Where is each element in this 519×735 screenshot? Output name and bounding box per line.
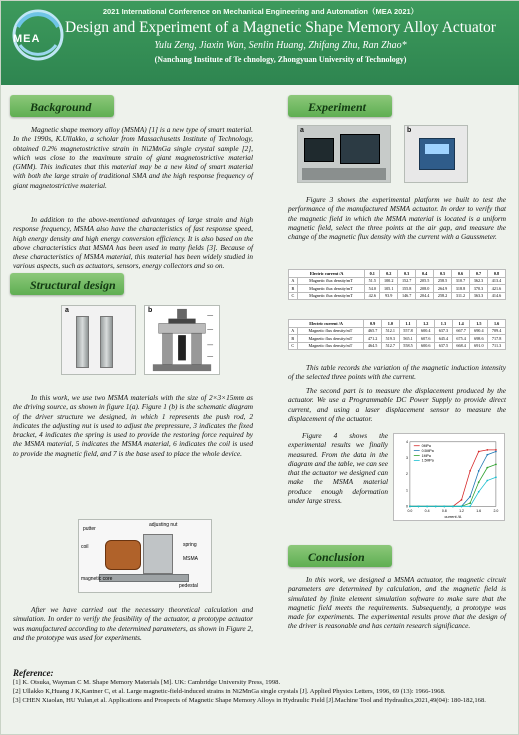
table-header-row [289, 320, 506, 328]
table-cell: 519.3 [381, 335, 399, 343]
table-cell: Magnetic flux density/mT [297, 327, 364, 335]
data-point [486, 454, 488, 456]
table-header-cell: 1.0 [381, 320, 399, 328]
table-cell: 155.8 [398, 285, 416, 293]
table-header-cell: 1.4 [452, 320, 470, 328]
table-cell: 93.9 [380, 292, 398, 300]
table-header-cell: 0.5 [434, 270, 452, 278]
table-cell: 709.4 [488, 327, 506, 335]
data-point [461, 499, 463, 501]
table-cell: 557.8 [399, 327, 417, 335]
data-point [495, 449, 497, 451]
callout-msma: MSMA [183, 556, 198, 562]
table-cell: 471.2 [364, 335, 382, 343]
data-point [461, 505, 463, 507]
references-title: Reference: [13, 668, 54, 678]
y-tick-label: 0 [406, 504, 408, 509]
table-cell: 600.4 [417, 327, 435, 335]
data-point [418, 505, 420, 507]
table-row [289, 292, 506, 300]
table-cell: 512.1 [381, 327, 399, 335]
x-tick-label: 0.0 [407, 509, 413, 514]
data-point [478, 451, 480, 453]
reference-item: [3] CHEN Xiaolan, HU Yulan,et al. Applications and Prospects of Magnetic Shape Memory Alloys in Hydraulic Field [J].Machine Tool and Hydraulics,2021,49(04): 180-182,168. [13, 697, 486, 704]
table-cell: 645.4 [435, 335, 453, 343]
callout-spring: spring [183, 542, 197, 548]
table-header-cell: 1.6 [488, 320, 506, 328]
table-header-cell: 0.9 [364, 320, 382, 328]
reference-item: [1] K. Otsuka, Wayman C M. Shape Memory Materials [M]. UK: Cambridge University Press, 1998. [13, 679, 281, 686]
data-point [486, 449, 488, 451]
section-title-experiment: Experiment [288, 95, 392, 117]
table-header-cell: 1.1 [399, 320, 417, 328]
table-cell: 607.6 [417, 335, 435, 343]
table-cell: 100.2 [380, 277, 398, 285]
table-cell: C [289, 342, 298, 350]
table-cell: 363.3 [469, 292, 487, 300]
experiment-paragraph-4: Figure 4 shows the experimental results we finally measured. From the data in the diagram and the table, we can see that the actuator we designed can make the MSMA material produce enough deformation under large stress. [288, 431, 388, 506]
structural-paragraph-1: In this work, we use two MSMA materials with the size of 2×3×15mm as the driving source, as shown in figure 1(a). Figure 1 (b) is the schematic diagram of the driver structure we designed, in which 1 represents the push rod, 2 indicates the adjusting nut is used to adjust the prepressure, 3 indicates the fixed bracket, 4 indicates the spring is used to provide the restoring force required by the MSMA material, 5 indicates the MSMA material, 6 indicates the coil is used to provide the magnetic field, and 7 is the base used to place the whole device. [13, 393, 253, 458]
table-cell: 54.0 [365, 285, 380, 293]
table-header-cell: 1.3 [435, 320, 453, 328]
table-cell: 258.5 [434, 277, 452, 285]
series-line [410, 477, 496, 506]
legend-entry: 0.5MPa [421, 448, 434, 453]
data-point [435, 505, 437, 507]
experiment-paragraph-3: The second part is to measure the displacement produced by the actuator. We use a Programmable DC Power Supply to provide direct current, and using a laser displacement sensor to measure the displacement of the actuator. [288, 386, 506, 423]
table-cell: 465.7 [364, 327, 382, 335]
background-paragraph-1: Magnetic shape memory alloy (MSMA) [1] is a new type of smart material. In the 1990s, K.Ullakko, a scholar from Massachusetts Institute of Technology, obtained 0.2% magnetostrictive strain in Ni2MnGa single crystal sample [2], which was close to the maximum strain of giant magnetostrictive material (GMM). This indicates that this material may be a new kind of smart material with both the large strain of traditional SMA and the high response frequency of giant magnetostrictive material. [13, 125, 253, 190]
msma-samples-photo [61, 305, 136, 375]
flux-table-part-1 [288, 269, 506, 300]
table-cell: 637.5 [435, 342, 453, 350]
conclusion-paragraph: In this work, we designed a MSMA actuator, the magnetic circuit parameters are determined by calculation, and the magnetic field is simulated by finite element simulation software to make sure that the magnetic field meets the requirements. Subsequently, a prototype was made for experiments. The experimental results prove that the design of the driver is reasonable and has certain research significance. [288, 575, 506, 631]
experiment-label-a: a [300, 127, 304, 134]
table-cell: 264.9 [434, 285, 452, 293]
table-cell: 565.1 [399, 335, 417, 343]
structural-paragraph-2: After we have carried out the necessary theoretical calculation and simulation. In order to verify the feasibility of the actuator, a prototype actuator was manufactured according to the determined parameters, as shown in Figure 2, and the prototype was used for experiments. [13, 605, 253, 642]
table-row [289, 335, 506, 343]
table-header-cell: 1.5 [470, 320, 488, 328]
data-point [495, 476, 497, 478]
callout-magnetic-core: magnetic core [81, 576, 113, 582]
table-cell: 105.1 [380, 285, 398, 293]
legend-entry: 0MPa [421, 443, 431, 448]
table-cell: 691.0 [470, 342, 488, 350]
data-point [486, 467, 488, 469]
table-header-row [289, 270, 506, 278]
table-header-cell: 0.7 [469, 270, 487, 278]
table-header-cell: Electric current /A [289, 270, 365, 278]
figure-label-b: b [148, 307, 153, 314]
table-cell: 414.6 [487, 292, 505, 300]
x-tick-label: 1.6 [476, 509, 482, 514]
table-header-cell: Electric current /A [289, 320, 364, 328]
table-cell: 208.0 [416, 285, 434, 293]
callout-putter: putter [83, 526, 96, 532]
table-cell: 667.7 [452, 327, 470, 335]
table-cell: 311.2 [452, 292, 470, 300]
table-header-cell: 0.3 [398, 270, 416, 278]
legend-entry: 1MPa [421, 453, 431, 458]
table-cell: 51.5 [365, 277, 380, 285]
table-row [289, 277, 506, 285]
actuator-schematic [144, 305, 220, 375]
experiment-paragraph-2: This table records the variation of the magnetic induction intensity of the selected three points with the current. [288, 363, 506, 382]
conference-name: 2021 International Conference on Mechanical Engineering and Automation（MEA 2021） [102, 7, 419, 16]
table-cell: 146.7 [398, 292, 416, 300]
displacement-chart [393, 433, 505, 521]
table-cell: 42.6 [365, 292, 380, 300]
table-cell: Magnetic flux density/mT [297, 335, 364, 343]
table-cell: C [289, 292, 298, 300]
data-point [469, 470, 471, 472]
experiment-paragraph-1: Figure 3 shows the experimental platform we built to test the performance of the manufactured MSMA actuator. In order to verify that the magnetic field in which the MSMA material is located is a uniform magnetic field, select the three points at the air gap, and measure the change of the magnetic flux density with the current with a Gaussmeter. [288, 195, 506, 242]
data-point [469, 502, 471, 504]
y-tick-label: 4 [406, 439, 408, 444]
data-point [495, 464, 497, 466]
table-cell: 362.3 [469, 277, 487, 285]
table-cell: 205.5 [416, 277, 434, 285]
data-point [486, 480, 488, 482]
table-cell: 421.6 [487, 285, 505, 293]
authors: Yulu Zeng, Jiaxin Wan, Senlin Huang, Zhifang Zhu, Ran Zhao* [154, 40, 407, 51]
page-title: Design and Experiment of a Magnetic Shape Memory Alloy Actuator [65, 19, 496, 36]
table-cell: 152.7 [398, 277, 416, 285]
table-cell: 637.3 [435, 327, 453, 335]
table-row [289, 285, 506, 293]
section-title-background: Background [10, 95, 114, 117]
table-cell: 310.7 [452, 277, 470, 285]
table-cell: 711.3 [488, 342, 506, 350]
experimental-platform-photo [297, 125, 391, 183]
callout-coil: coil [81, 544, 89, 550]
table-cell: 668.4 [452, 342, 470, 350]
x-tick-label: 0.8 [441, 509, 447, 514]
table-header-cell: 0.1 [365, 270, 380, 278]
table-row [289, 327, 506, 335]
data-point [426, 505, 428, 507]
table-header-cell: 0.4 [416, 270, 434, 278]
table-header-cell: 0.6 [452, 270, 470, 278]
table-cell: Magnetic flux density/mT [297, 342, 364, 350]
table-cell: B [289, 335, 298, 343]
data-point [495, 451, 497, 453]
table-cell: 258.2 [434, 292, 452, 300]
reference-item: [2] Ullakko K,Huang J K,Kantner C, et al. Large magnetic-field-induced strains in Ni2MnGa single crystals [J]. Applied Physics Letters, 1996, 69 (13): 1966-1968. [13, 688, 446, 695]
y-tick-label: 2 [406, 472, 408, 477]
flux-table-part-2 [288, 319, 506, 350]
table-header-cell: 0.2 [380, 270, 398, 278]
table-cell: 558.5 [399, 342, 417, 350]
table-cell: B [289, 285, 298, 293]
table-cell: A [289, 277, 298, 285]
data-point [478, 491, 480, 493]
table-cell: 204.4 [416, 292, 434, 300]
prototype-actuator-photo [78, 519, 212, 593]
x-tick-label: 1.2 [459, 509, 464, 514]
table-cell: 717.8 [488, 335, 506, 343]
experiment-label-b: b [407, 127, 412, 134]
data-point [443, 505, 445, 507]
data-point [452, 505, 454, 507]
y-tick-label: 3 [406, 456, 408, 461]
background-paragraph-2: In addition to the above-mentioned advantages of large strain and high response frequency, MSMA also have the characteristics of fast response speed, high energy density and high energy conversion efficiency. It is also based on the above characteristics that MSMA has been used in many fields [3]. Because of these characteristics of MSMA material, this material has been widely studied in various aspects, such as actuators, sensors, energy collectors and so on. [13, 215, 253, 271]
table-cell: 512.7 [381, 342, 399, 350]
x-axis-label: current /A [444, 514, 462, 520]
table-header-cell: 1.2 [417, 320, 435, 328]
table-cell: 318.8 [452, 285, 470, 293]
table-header-cell: 0.8 [487, 270, 505, 278]
section-title-conclusion: Conclusion [288, 545, 392, 567]
y-tick-label: 1 [406, 488, 408, 493]
data-point [469, 496, 471, 498]
data-point [478, 470, 480, 472]
legend-entry: 1.5MPa [421, 458, 434, 463]
table-cell: 675.4 [452, 335, 470, 343]
callout-pedestal: pedestal [179, 583, 198, 589]
table-cell: 370.3 [469, 285, 487, 293]
table-cell: 413.4 [487, 277, 505, 285]
table-row [289, 342, 506, 350]
table-cell: A [289, 327, 298, 335]
series-line [410, 464, 496, 506]
data-point [478, 481, 480, 483]
table-cell: Magnetic flux density/mT [297, 292, 365, 300]
data-point [469, 505, 471, 507]
table-cell: Magnetic flux density/mT [297, 277, 365, 285]
header-banner [1, 1, 519, 85]
table-cell: 698.6 [470, 335, 488, 343]
table-cell: 464.5 [364, 342, 382, 350]
callout-adjusting-nut: adjusting nut [149, 522, 178, 528]
section-title-structural-design: Structural design [10, 273, 124, 295]
figure-label-a: a [65, 307, 69, 314]
affiliation: (Nanchang Institute of Te chnology, Zhongyuan University of Technology) [154, 55, 407, 64]
table-cell: Magnetic flux density/mT [297, 285, 365, 293]
data-point [409, 505, 411, 507]
table-cell: 690.4 [470, 327, 488, 335]
logo-text: MEA [13, 33, 41, 45]
x-tick-label: 2.0 [493, 509, 499, 514]
gaussmeter-photo [404, 125, 468, 183]
table-cell: 600.6 [417, 342, 435, 350]
x-tick-label: 0.4 [424, 509, 430, 514]
